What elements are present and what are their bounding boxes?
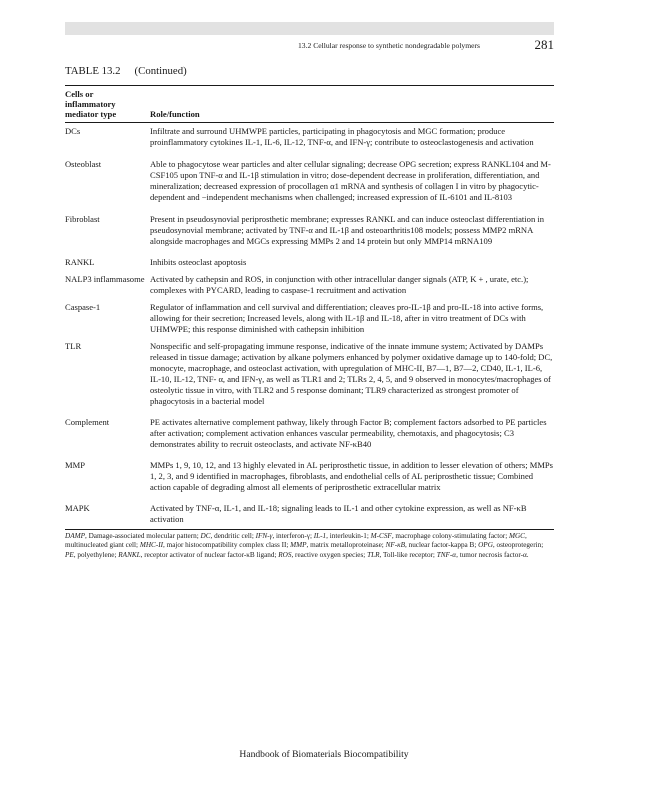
row-role: Nonspecific and self-propagating immune response, indicative of the innate immune system; Activated by DAMPs released in tissue damage; activation by alkane polymers enhanced by polymer oxidative damage up to 140-fold; DC, monocyte, macrophage, and osteoclast activation, with upregulation of MHC-II, B7—1, B7—2, CD40, IL-1, IL-6, IL-10, IL-12, TNF- α, and IFN-γ, as well as TLR1 and 2; TLRs 2, 4, 5, and 9 observed in monocytes/macrophages of osteolytic tissue in vitro, with TLR2 and 5 response dominant; TLR9 characterized as strongest promoter of phagocytosis in a bacterial model [150, 340, 553, 406]
col1-header: Cells or inflammatory mediator type [65, 89, 117, 120]
footnote-def: , polyethylene; [73, 551, 119, 560]
row-type: TLR [65, 340, 82, 351]
footnote-def: , multinucleated giant cell; [65, 531, 527, 550]
footnote-def: , Toll-like receptor; [379, 551, 437, 560]
footnote-abbr: TLR [367, 551, 380, 560]
footnote-def: , matrix metalloproteinase; [306, 541, 386, 550]
table-row [65, 460, 554, 493]
table-row [65, 214, 554, 247]
row-type: Caspase-1 [65, 301, 101, 312]
row-type: RANKL [65, 256, 95, 267]
row-role: Inhibits osteoclast apoptosis [150, 256, 247, 267]
footnote-abbr: DC [200, 531, 211, 540]
table-row [65, 417, 554, 450]
running-head: 13.2 Cellular response to synthetic nondegradable polymers [298, 41, 480, 50]
footnote-abbr: MMP [290, 541, 307, 550]
table-row [65, 257, 554, 268]
row-role: Activated by TNF-α, IL-1, and IL-18; signaling leads to IL-1 and other cytokine expression, as well as NF-κB activation [150, 502, 527, 524]
row-type: MMP [65, 459, 85, 470]
footnote-abbr: IL-1 [313, 531, 327, 540]
table-row [65, 341, 554, 407]
table-row [65, 159, 554, 203]
footnote-def: , interferon-γ; [272, 531, 314, 540]
row-role: Present in pseudosynovial periprosthetic membrane; expresses RANKL and can induce osteoclast differentiation in pseudosynovial membrane; activated by TNF-α and IL-1β and osteoarthritis108 models; possess MMP2 mRNA alongside macrophages and MGCs expressing MMPs 2 and 14 protein but only MMP14 mRNA109 [150, 213, 544, 246]
table-row [65, 302, 554, 335]
footnote-def: , interleukin-1; [326, 531, 371, 540]
book-title: Handbook of Biomaterials Biocompatibility [239, 749, 409, 760]
footnote-abbr: TNF-α [436, 551, 457, 560]
top-bar [65, 22, 554, 35]
col2-header: Role/function [150, 109, 200, 120]
table-caption [65, 65, 187, 77]
footnote-abbr: M-CSF [370, 531, 392, 540]
footnote-def: , reactive oxygen species; [291, 551, 368, 560]
table-row [65, 126, 554, 148]
row-type: MAPK [65, 502, 90, 513]
table-label: TABLE 13.2 [65, 65, 121, 77]
table-header [65, 86, 554, 122]
row-type: Osteoblast [65, 158, 102, 169]
footnote-def: , osteoprotegerin; [492, 541, 544, 550]
table-footnote [65, 530, 554, 561]
row-role: Able to phagocytose wear particles and alter cellular signaling; decrease OPG secretion; express RANKL104 and M-CSF105 upon TNF-α and IL-1β stimulation in vitro; dose-dependent decrease in proliferation, differentiation, and mineralization; decreased expression of procollagen α1 mRNA and synthesis of collagen I in vitro by phagocytic- dependent and −independent mechanisms when challenged; increased expression of IL-6101 and IL-8103 [150, 158, 551, 202]
row-type: Complement [65, 416, 110, 427]
footnote-def: , receptor activator of nuclear factor-κB ligand; [140, 551, 279, 560]
footnote-abbr: ROS [278, 551, 292, 560]
row-role: Activated by cathepsin and ROS, in conjunction with other intracellular danger signals (ATP, K + , urate, etc.); complexes with PYCARD, leading to caspase-1 recruitment and activation [150, 273, 529, 295]
footnote-abbr: MGC [509, 531, 525, 540]
footnote-abbr: IFN-γ [255, 531, 273, 540]
table-row [65, 503, 554, 525]
row-role: PE activates alternative complement pathway, likely through Factor B; complement factors adsorbed to PE particles after activation; complement activation enhances vascular permeability, chemotaxis, and phagocytosis; C3 demonstrates ability to recruit osteoclasts, and activate NF-κB40 [150, 416, 547, 449]
row-type: DCs [65, 125, 81, 136]
table [65, 85, 554, 561]
table-caption-text: (Continued) [134, 65, 187, 77]
footnote-def: , major histocompatibility complex class II; [163, 541, 291, 550]
footnote-abbr: DAMP [65, 531, 85, 540]
footnote-abbr: OPG [478, 541, 493, 550]
footnote-def: , Damage-associated molecular pattern; [84, 531, 201, 540]
footnote-abbr: MHC-II [139, 541, 164, 550]
footnote-def: , macrophage colony-stimulating factor; [391, 531, 509, 540]
footnote-def: , nuclear factor-kappa B; [405, 541, 479, 550]
footnote-def: , tumor necrosis factor-α. [456, 551, 529, 560]
row-role: MMPs 1, 9, 10, 12, and 13 highly elevated in AL periprosthetic tissue, in addition to lesser elevation of others; MMPs 1, 2, 3, and 9 identified in macrophages, fibroblasts, and endothelial cells of AL periprosthetic tissue; Combined action capable of degrading almost all elements of periprosthetic extracellular matrix [150, 459, 554, 492]
row-role: Regulator of inflammation and cell survival and differentiation; cleaves pro-IL-1β and pro-IL-18 into active forms, allowing for their secretion; Increased levels, along with IL-1β and IL-18, after in vitro treatment of DCs with UHMWPE; this response diminished with cathepsin inhibition [150, 301, 544, 334]
table-row [65, 274, 554, 296]
footnote-abbr: RANKL [118, 551, 141, 560]
footnote-abbr: NF-κB [385, 541, 406, 550]
page-number: 281 [534, 37, 554, 52]
table-body [65, 123, 554, 525]
row-role: Infiltrate and surround UHMWPE particles, participating in phagocytosis and MGC formation; produce proinflammatory cytokines IL-1, IL-6, IL-12, TNF-α, and IFN-γ; contribute to osteoclastogenesis and activation [150, 125, 534, 147]
row-type: Fibroblast [65, 213, 100, 224]
footnote-abbr: PE [65, 551, 74, 560]
footnote-def: , dendritic cell; [210, 531, 256, 540]
row-type: NALP3 inflammasome [65, 273, 145, 284]
